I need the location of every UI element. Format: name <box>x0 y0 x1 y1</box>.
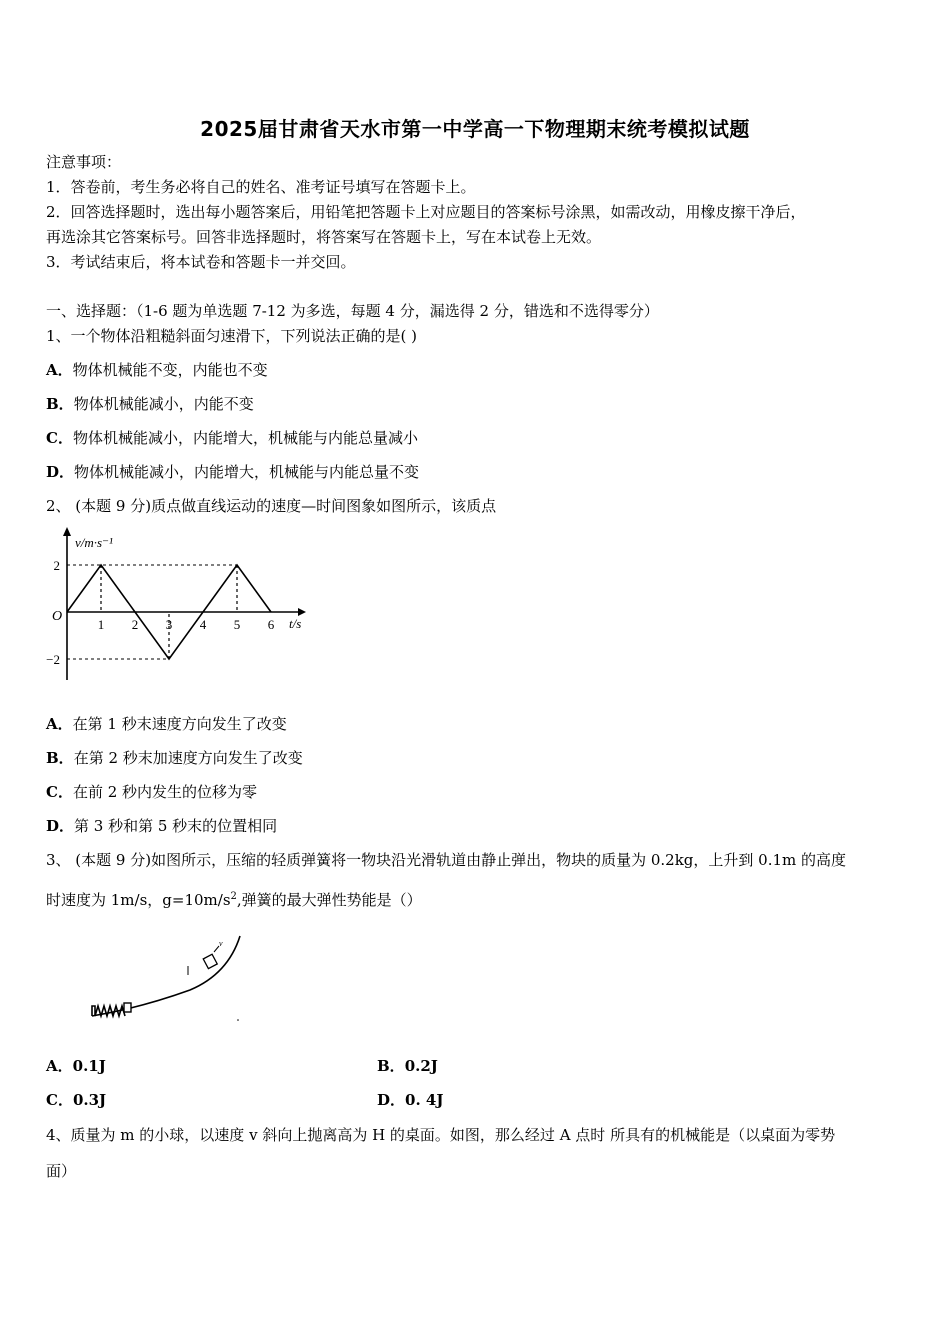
q1-option-c: C．物体机械能减小，内能增大，机械能与内能总量减小 <box>46 429 418 447</box>
x-axis-arrow <box>298 608 306 616</box>
q3-option-a: A．0.1J <box>46 1057 106 1075</box>
x-tick-label: 4 <box>199 617 207 632</box>
section-heading: 一、选择题：（1-6 题为单选题 7-12 为多选，每题 4 分，漏选得 2 分，错选和不选得零分） <box>46 302 659 320</box>
question-1-stem: 1、一个物体沿粗糙斜面匀速滑下，下列说法正确的是( ) <box>46 327 418 345</box>
question-4-stem-line1: 4、质量为 m 的小球，以速度 v 斜向上抛离高为 H 的桌面。如图，那么经过 A 点时 所具有的机械能是（以桌面为零势 <box>46 1126 836 1144</box>
question-3-stem-line1: 3、 (本题 9 分)如图所示，压缩的轻质弹簧将一物块沿光滑轨道由静止弹出，物块的质量为 0.2kg，上升到 0.1m 的高度 <box>46 851 847 869</box>
question-2-stem: 2、 (本题 9 分)质点做直线运动的速度—时间图象如图所示，该质点 <box>46 497 497 515</box>
x-tick-label: 2 <box>131 617 139 632</box>
origin-label: O <box>52 609 63 624</box>
notice-heading: 注意事项： <box>46 153 122 171</box>
velocity-time-graph <box>40 524 320 686</box>
q3-option-c: C．0.3J <box>46 1091 107 1109</box>
moving-block-icon <box>203 954 217 968</box>
y-axis-label: v/m·s⁻¹ <box>75 535 113 550</box>
q2-option-c: C．在前 2 秒内发生的位移为零 <box>46 783 258 801</box>
velocity-label: v <box>219 939 223 948</box>
x-tick-label: 5 <box>233 617 241 632</box>
x-tick-label: 3 <box>165 617 173 632</box>
q3-option-d: D．0. 4J <box>377 1091 444 1109</box>
question-4-stem-line2: 面） <box>46 1162 77 1180</box>
y-tick-label: 2 <box>53 558 60 573</box>
notice-item-2: 2．回答选择题时，选出每小题答案后，用铅笔把答题卡上对应题目的答案标号涂黑，如需改动，用橡皮擦干净后， <box>46 203 806 221</box>
q1-option-d: D．物体机械能减小，内能增大，机械能与内能总量不变 <box>46 463 420 481</box>
block-icon <box>124 1003 131 1012</box>
question-3-stem-line2: 时速度为 1m/s，$g=10m/s^2$,弹簧的最大弹性势能是（） <box>46 891 422 909</box>
y-tick-label: −2 <box>46 652 60 667</box>
notice-item-1: 1．答卷前，考生务必将自己的姓名、准考证号填写在答题卡上。 <box>46 178 476 196</box>
notice-item-2-cont: 再选涂其它答案标号。回答非选择题时，将答案写在答题卡上，写在本试卷上无效。 <box>46 228 602 246</box>
q2-option-d: D．第 3 秒和第 5 秒末的位置相同 <box>46 817 278 835</box>
q1-option-a: A．物体机械能不变，内能也不变 <box>46 361 268 379</box>
x-tick-label: 6 <box>267 617 275 632</box>
x-tick-label: 1 <box>97 617 105 632</box>
q2-option-a: A．在第 1 秒末速度方向发生了改变 <box>46 715 287 733</box>
notice-item-3: 3．考试结束后，将本试卷和答题卡一并交回。 <box>46 253 356 271</box>
x-axis-label: t/s <box>289 616 302 631</box>
q3-option-b: B．0.2J <box>377 1057 438 1075</box>
exam-title: 2025届甘肃省天水市第一中学高一下物理期末统考模拟试题 <box>200 117 750 141</box>
q1-option-b: B．物体机械能减小，内能不变 <box>46 395 254 413</box>
q2-option-b: B．在第 2 秒末加速度方向发生了改变 <box>46 749 303 767</box>
spring-track-figure <box>80 930 250 1026</box>
y-axis-arrow <box>63 527 71 536</box>
